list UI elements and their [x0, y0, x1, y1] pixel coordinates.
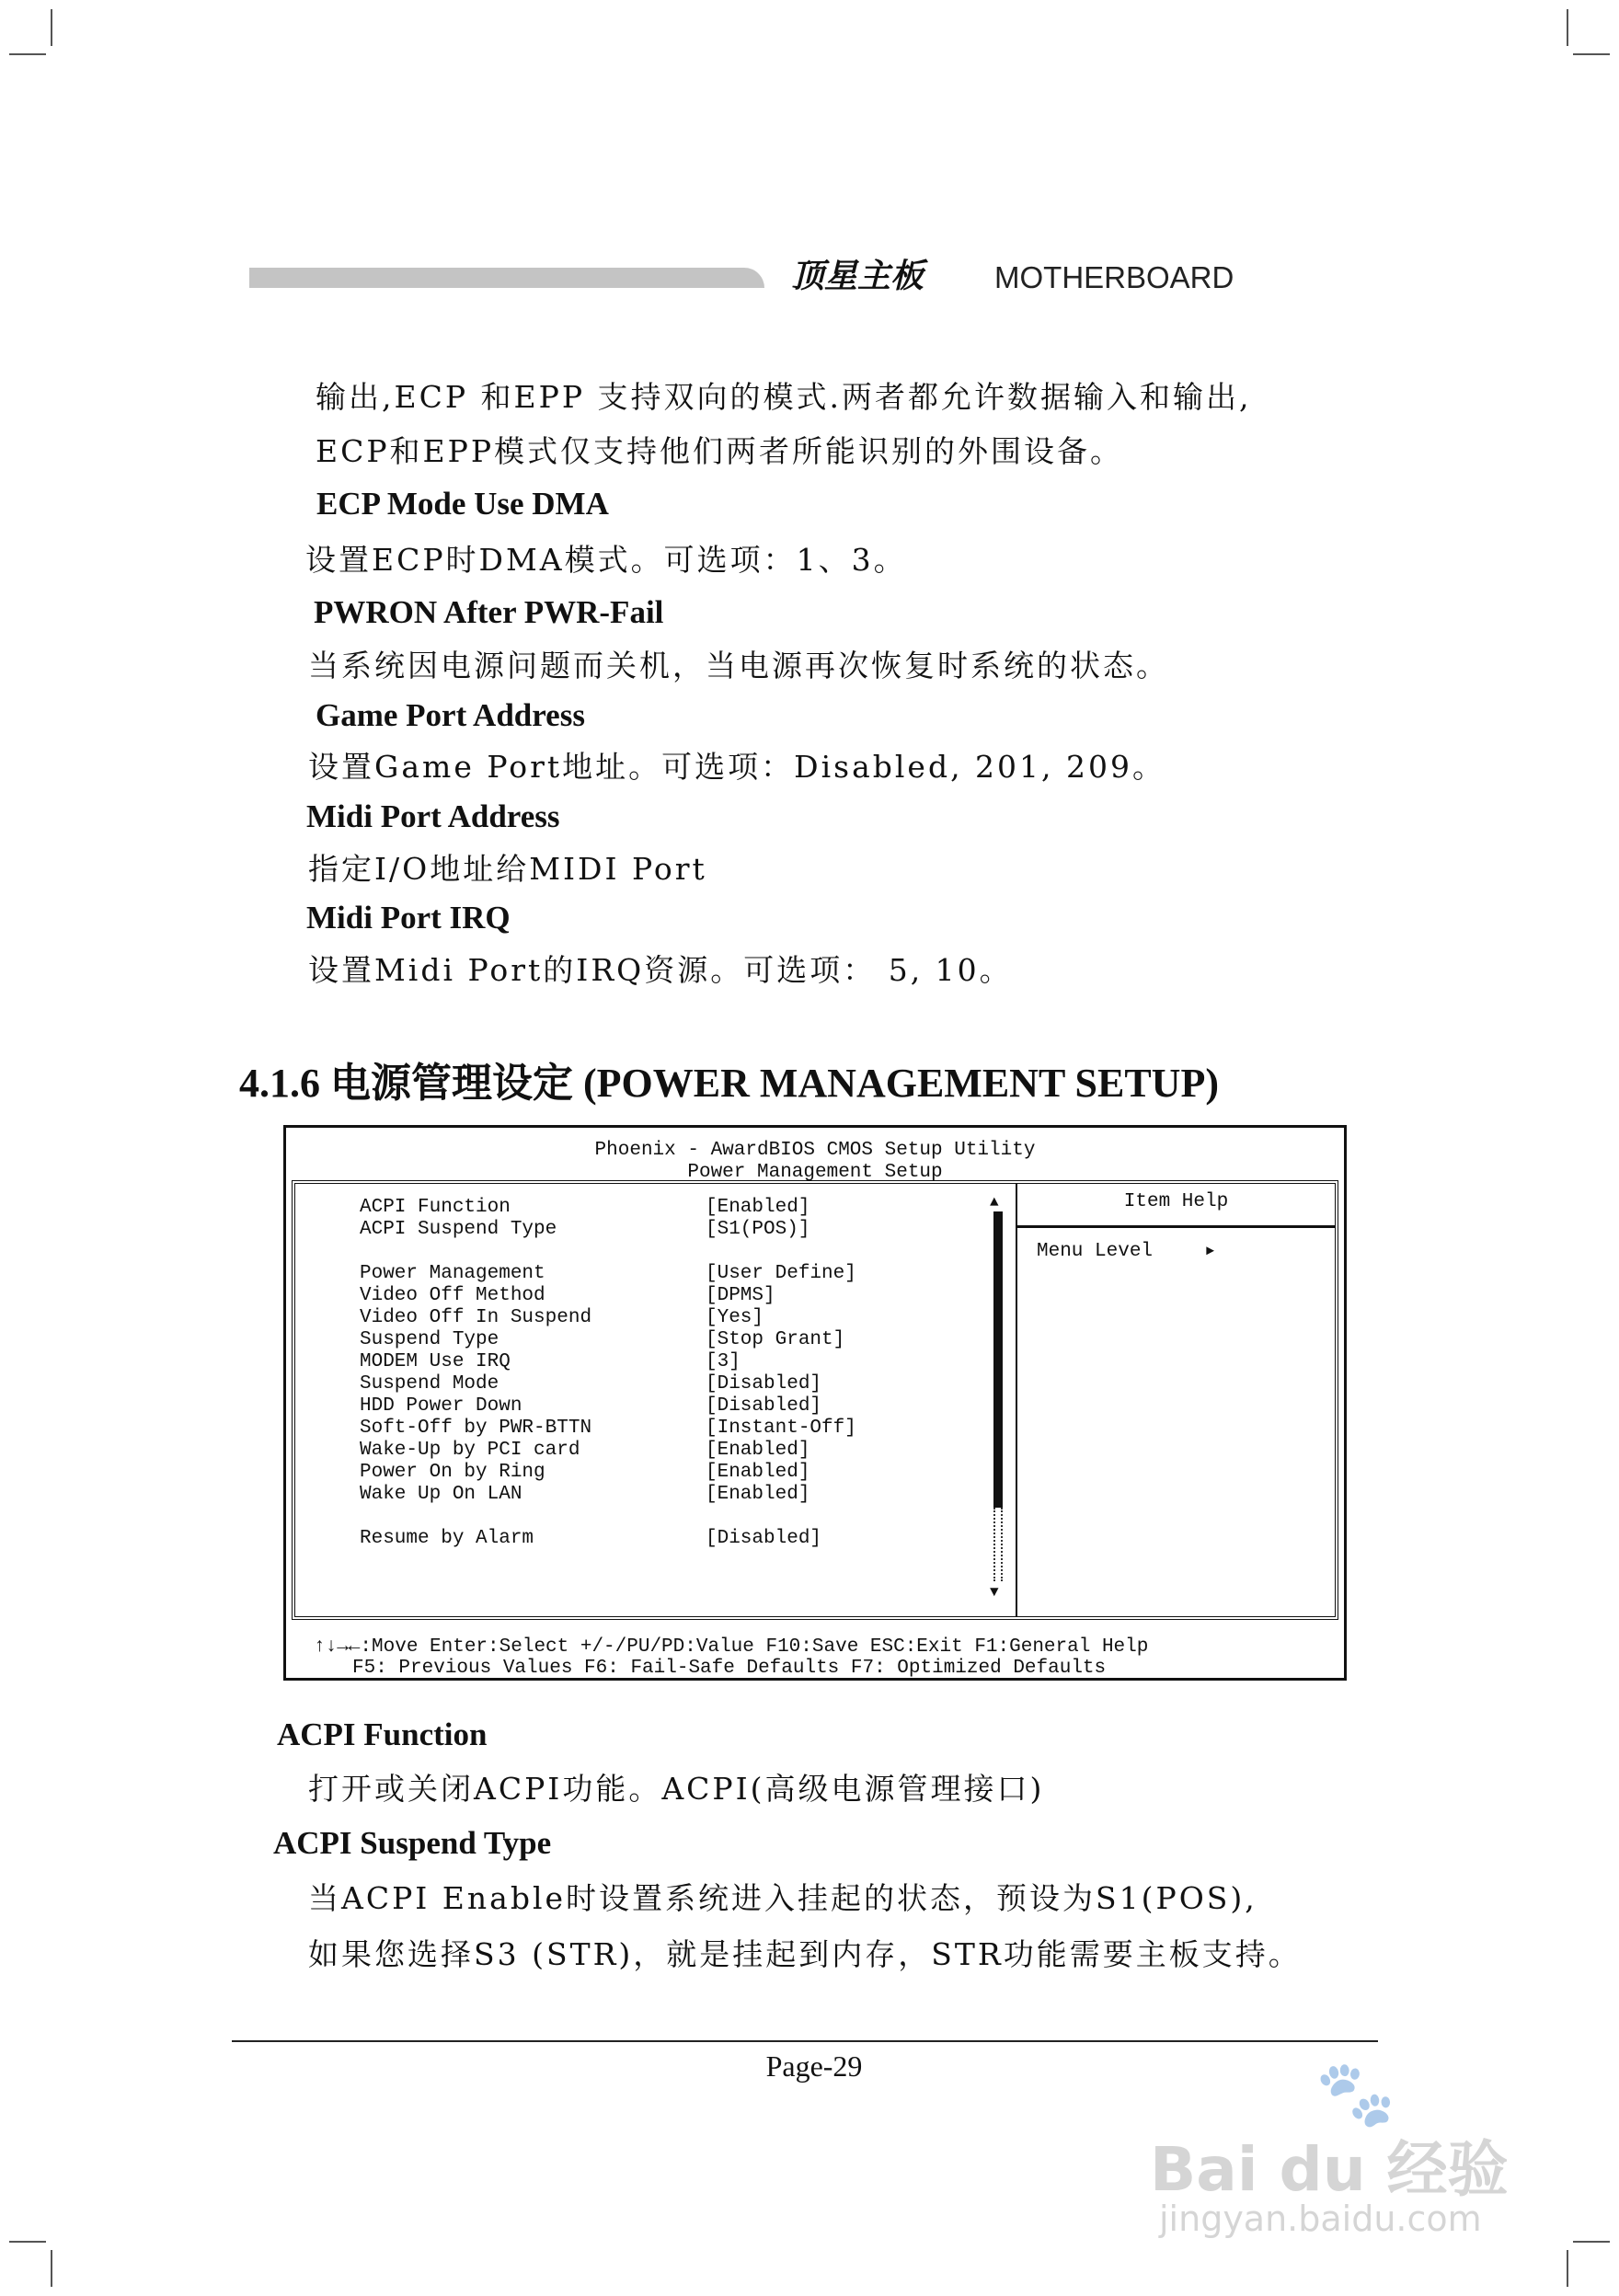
setting-value[interactable]: [User Define]	[706, 1263, 856, 1284]
setting-label: Suspend Mode	[360, 1373, 499, 1395]
paragraph: 设置Game Port地址。可选项：Disabled, 201, 209。	[308, 749, 1166, 785]
header-bar	[249, 268, 764, 288]
bios-setting-row[interactable]	[360, 1263, 1004, 1285]
crop-mark	[1573, 2241, 1610, 2243]
watermark-brand: Bai du 经验	[1150, 2134, 1509, 2205]
bios-setting-row[interactable]	[360, 1351, 1004, 1373]
setting-label: Power Management	[360, 1263, 545, 1284]
crop-mark	[9, 2241, 46, 2243]
setting-label: Resume by Alarm	[360, 1528, 534, 1549]
setting-value[interactable]: [Stop Grant]	[706, 1329, 845, 1350]
paragraph: 指定I/O地址给MIDI Port	[308, 851, 707, 887]
setting-value[interactable]: [Disabled]	[706, 1373, 822, 1395]
setting-label: ACPI Function	[360, 1197, 511, 1218]
paragraph: 当ACPI Enable时设置系统进入挂起的状态，预设为S1(POS),	[308, 1880, 1257, 1916]
baidu-watermark	[1150, 2056, 1536, 2249]
bios-subtitle: Power Management Setup	[687, 1162, 943, 1183]
paragraph: 当系统因电源问题而关机，当电源再次恢复时系统的状态。	[308, 648, 1169, 683]
option-heading: ECP Mode Use DMA	[316, 486, 609, 522]
paragraph: ECP和EPP模式仅支持他们两者所能识别的外围设备。	[316, 433, 1124, 469]
setting-label: Wake Up On LAN	[360, 1484, 522, 1505]
section-title: 4.1.6 电源管理设定 (POWER MANAGEMENT SETUP)	[239, 1061, 1219, 1106]
option-heading: ACPI Function	[277, 1716, 488, 1752]
bios-setting-row[interactable]	[360, 1484, 1004, 1506]
paragraph: 如果您选择S3 (STR)，就是挂起到内存，STR功能需要主板支持。	[308, 1936, 1302, 1972]
crop-mark	[51, 9, 52, 46]
help-divider	[1016, 1184, 1017, 1616]
setting-value[interactable]: [Disabled]	[706, 1395, 822, 1417]
setting-value[interactable]: [S1(POS)]	[706, 1219, 810, 1240]
setting-value[interactable]: [Yes]	[706, 1307, 764, 1328]
option-heading: ACPI Suspend Type	[273, 1825, 552, 1861]
paw-icon: 🐾	[1315, 2056, 1396, 2131]
crop-mark	[1567, 2250, 1568, 2287]
help-title: Item Help	[1123, 1191, 1229, 1212]
setting-value[interactable]: [Enabled]	[706, 1484, 810, 1505]
page-number: Page-29	[765, 2049, 863, 2083]
scroll-up-icon[interactable]: ▲	[990, 1194, 999, 1211]
bios-setting-row[interactable]	[360, 1418, 1004, 1440]
bios-setting-row[interactable]	[360, 1197, 1004, 1219]
bios-setting-row[interactable]	[360, 1440, 1004, 1462]
setting-label: Video Off In Suspend	[360, 1307, 592, 1328]
bios-setting-row[interactable]	[360, 1219, 1004, 1241]
menu-level-arrow-icon: ►	[1206, 1244, 1215, 1259]
scroll-down-icon[interactable]: ▼	[990, 1584, 999, 1601]
bios-setting-row[interactable]	[360, 1395, 1004, 1418]
crop-mark	[51, 2250, 52, 2287]
paragraph: 设置Midi Port的IRQ资源。可选项： 5, 10。	[308, 952, 1013, 988]
brand-subtitle: MOTHERBOARD	[994, 260, 1234, 294]
option-heading: Game Port Address	[316, 697, 585, 733]
setting-value[interactable]: [Instant-Off]	[706, 1418, 856, 1439]
setting-label: Soft-Off by PWR-BTTN	[360, 1418, 592, 1439]
bios-setting-row[interactable]	[360, 1329, 1004, 1351]
setting-value[interactable]: [3]	[706, 1351, 741, 1372]
bios-setting-row[interactable]	[360, 1528, 1004, 1550]
option-heading: Midi Port IRQ	[306, 900, 511, 936]
setting-label: Suspend Type	[360, 1329, 499, 1350]
footer-rule	[232, 2040, 1378, 2042]
setting-label: MODEM Use IRQ	[360, 1351, 511, 1372]
option-heading: Midi Port Address	[306, 798, 560, 834]
paragraph: 设置ECP时DMA模式。可选项：1、3。	[305, 542, 907, 578]
scrollbar-track[interactable]	[993, 1508, 1003, 1581]
bios-setting-row[interactable]	[360, 1307, 1004, 1329]
scrollbar-thumb[interactable]	[993, 1211, 1003, 1508]
setting-value[interactable]: [Enabled]	[706, 1440, 810, 1461]
setting-label: Power On by Ring	[360, 1462, 545, 1483]
watermark-url: jingyan.baidu.com	[1159, 2198, 1482, 2239]
bios-screen	[283, 1125, 1347, 1681]
setting-label: Video Off Method	[360, 1285, 545, 1306]
bios-setting-row[interactable]	[360, 1373, 1004, 1395]
crop-mark	[9, 53, 46, 55]
bios-footer-keys: ↑↓→←:Move Enter:Select +/-/PU/PD:Value F10:Save ESC:Exit F1:General Help	[314, 1636, 1149, 1658]
setting-label: ACPI Suspend Type	[360, 1219, 557, 1240]
setting-value[interactable]: [DPMS]	[706, 1285, 775, 1306]
paragraph: 打开或关闭ACPI功能。ACPI(高级电源管理接口)	[308, 1771, 1045, 1807]
crop-mark	[1567, 9, 1568, 46]
crop-mark	[1573, 53, 1610, 55]
bios-setting-row[interactable]	[360, 1462, 1004, 1484]
bios-footer-defaults: F5: Previous Values F6: Fail-Safe Defaults F7: Optimized Defaults	[352, 1658, 1107, 1679]
setting-value[interactable]: [Enabled]	[706, 1197, 810, 1218]
brand-logo: 顶星主板	[791, 258, 924, 295]
setting-label: Wake-Up by PCI card	[360, 1440, 580, 1461]
setting-value[interactable]: [Enabled]	[706, 1462, 810, 1483]
setting-value[interactable]: [Disabled]	[706, 1528, 822, 1549]
bios-setting-row[interactable]	[360, 1285, 1004, 1307]
bios-main-panel	[292, 1180, 1338, 1620]
bios-title: Phoenix - AwardBIOS CMOS Setup Utility	[594, 1140, 1036, 1161]
menu-level-label: Menu Level	[1037, 1241, 1154, 1262]
setting-label: HDD Power Down	[360, 1395, 522, 1417]
paragraph: 输出,ECP 和EPP 支持双向的模式.两者都允许数据输入和输出,	[316, 379, 1252, 415]
option-heading: PWRON After PWR-Fail	[314, 594, 664, 630]
